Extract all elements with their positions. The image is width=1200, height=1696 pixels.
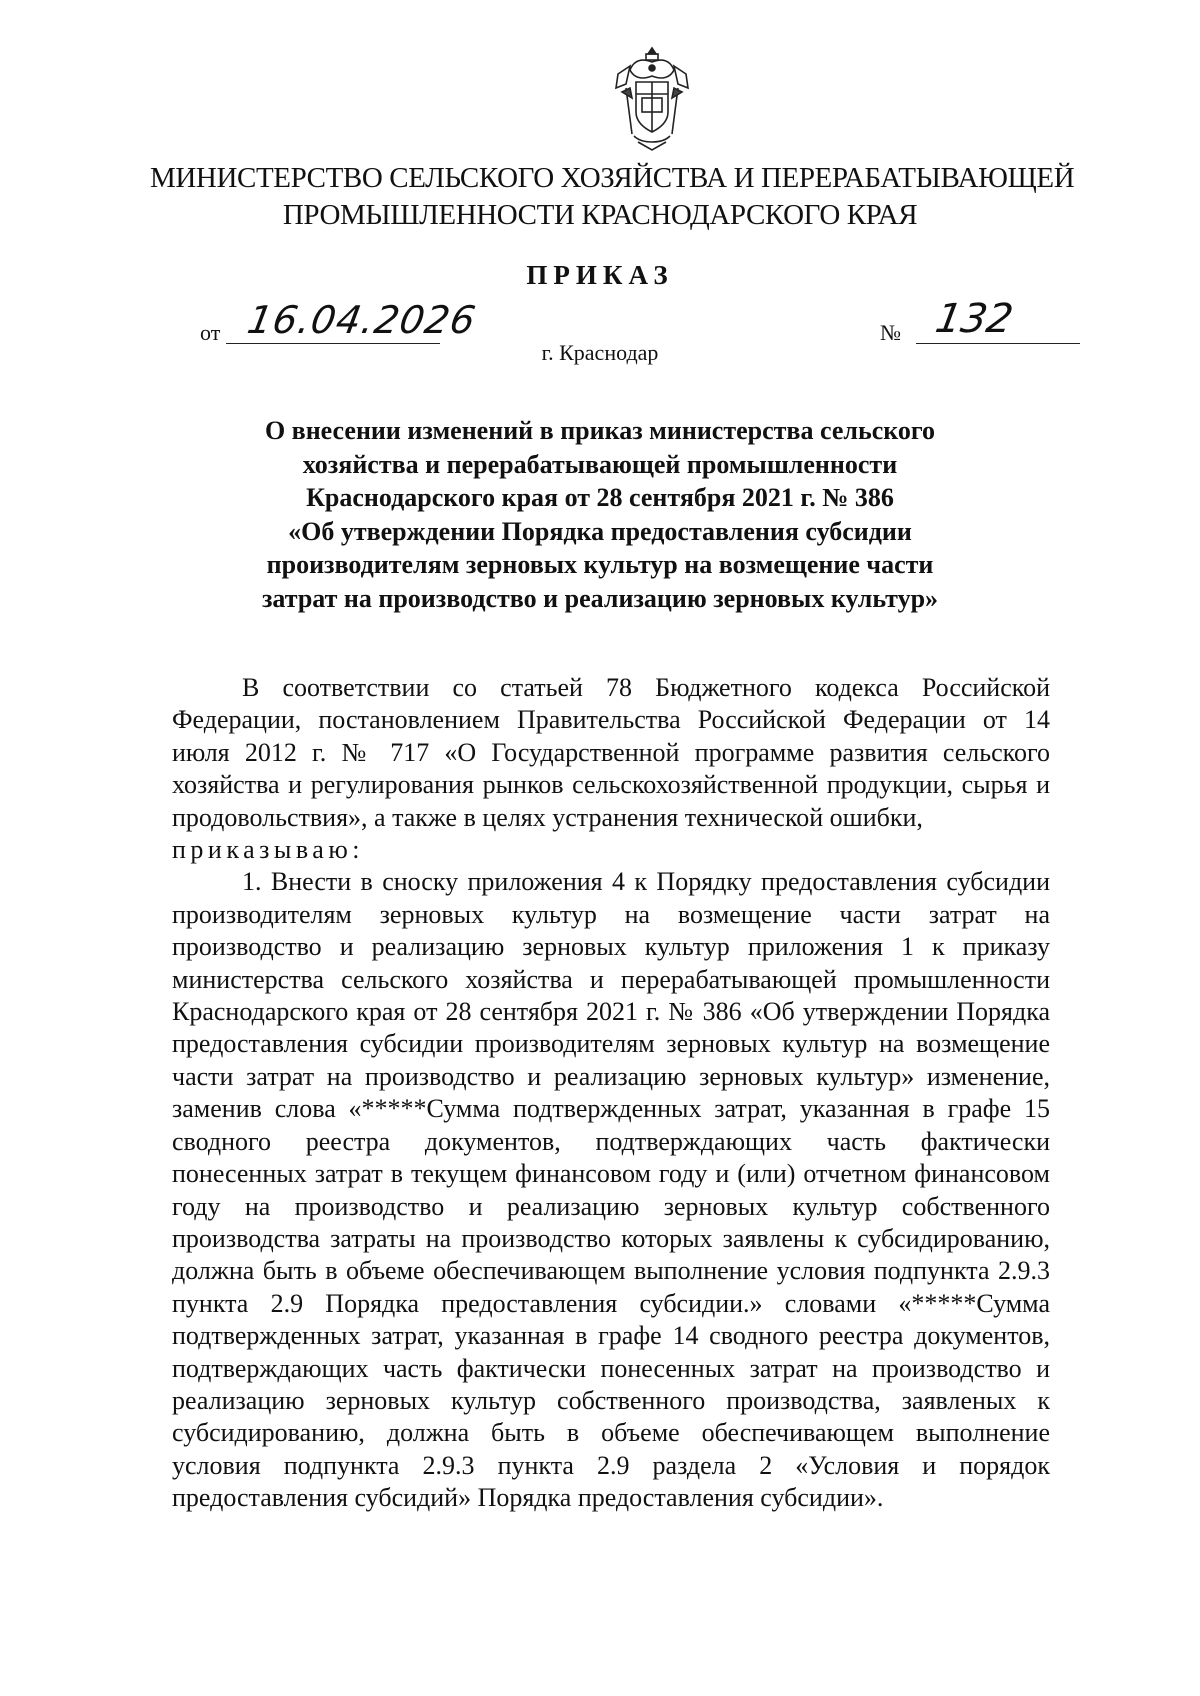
- document-type-title: ПРИКАЗ: [526, 260, 674, 290]
- preamble-paragraph: В соответствии со статьей 78 Бюджетного кодекса Российской Федерации, постановлением Правительства Российской Федерации от 14 июля 2012 г. № 717 «О Государственной программе развития сельского хозяйства и регулирования рынков сельскохозяйственной продукции, сырья и продовольствия», а также в целях устранения технической ошибки,: [172, 673, 1050, 832]
- subject-line: затрат на производство и реализацию зерновых культур»: [261, 583, 939, 613]
- subject-line: хозяйства и перерабатывающей промышленности: [302, 449, 898, 479]
- number-underline: [916, 343, 1080, 344]
- ministry-name: [150, 160, 1075, 234]
- subject-line: «Об утверждении Порядка предоставления субсидии: [288, 516, 912, 546]
- order-body: [172, 672, 1050, 1515]
- order-subject: [200, 414, 1000, 615]
- date-underline: [226, 343, 440, 344]
- coat-of-arms-icon: [612, 44, 692, 156]
- subject-line: производителям зерновых культур на возмещение части: [266, 550, 934, 579]
- subject-line: О внесении изменений в приказ министерства сельского: [264, 416, 936, 445]
- order-number-field: [880, 296, 1080, 352]
- order-word: приказываю:: [172, 835, 364, 865]
- date-prefix: от: [200, 320, 221, 345]
- order-city: г. Краснодар: [541, 340, 659, 365]
- number-prefix: №: [880, 320, 901, 345]
- ministry-name-line2: ПРОМЫШЛЕННОСТИ КРАСНОДАРСКОГО КРАЯ: [282, 199, 918, 231]
- order-date-field: [200, 298, 480, 352]
- item-1-paragraph: 1. Внести в сноску приложения 4 к Порядку предоставления субсидии производителям зерновых культур на возмещение части затрат на производство и реализацию зерновых культур приложения 1 к приказу министерства сельского хозяйства и перерабатывающей промышленности Краснодарского края от 28 сентября 2021 г. № 386 «Об утверждении Порядка предоставления субсидии производителям зерновых культур на возмещение части затрат на производство и реализацию зерновых культур» изменение, заменив слова «*****Сумма подтвержденных затрат, указанная в графе 15 сводного реестра документов, подтверждающих часть фактически понесенных затрат в текущем финансовом году и (или) отчетном финансовом году на производство и реализацию зерновых культур собственного производства затраты на производство которых заявлены к субсидированию, должна быть в объеме обеспечивающем выполнение условия подпункта 2.9.3 пункта 2.9 Порядка предоставления субсидии.» словами «*****Сумма подтвержденных затрат, указанная в графе 14 сводного реестра документов, подтверждающих часть фактически понесенных затрат на производство и реализацию зерновых культур собственного производства, заявленых к субсидированию, должна быть в объеме обеспечивающем выполнение условия подпункта 2.9.3 пункта 2.9 раздела 2 «Условия и порядок предоставления субсидий» Порядка предоставления субсидии».: [172, 867, 1050, 1513]
- ministry-name-line1: МИНИСТЕРСТВО СЕЛЬСКОГО ХОЗЯЙСТВА И ПЕРЕРАБАТЫВАЮЩЕЙ: [150, 162, 1075, 194]
- subject-line: Краснодарского края от 28 сентября 2021 г. № 386: [306, 483, 894, 512]
- order-number: 132: [931, 296, 1017, 342]
- order-date: 16.04.2026: [244, 298, 480, 342]
